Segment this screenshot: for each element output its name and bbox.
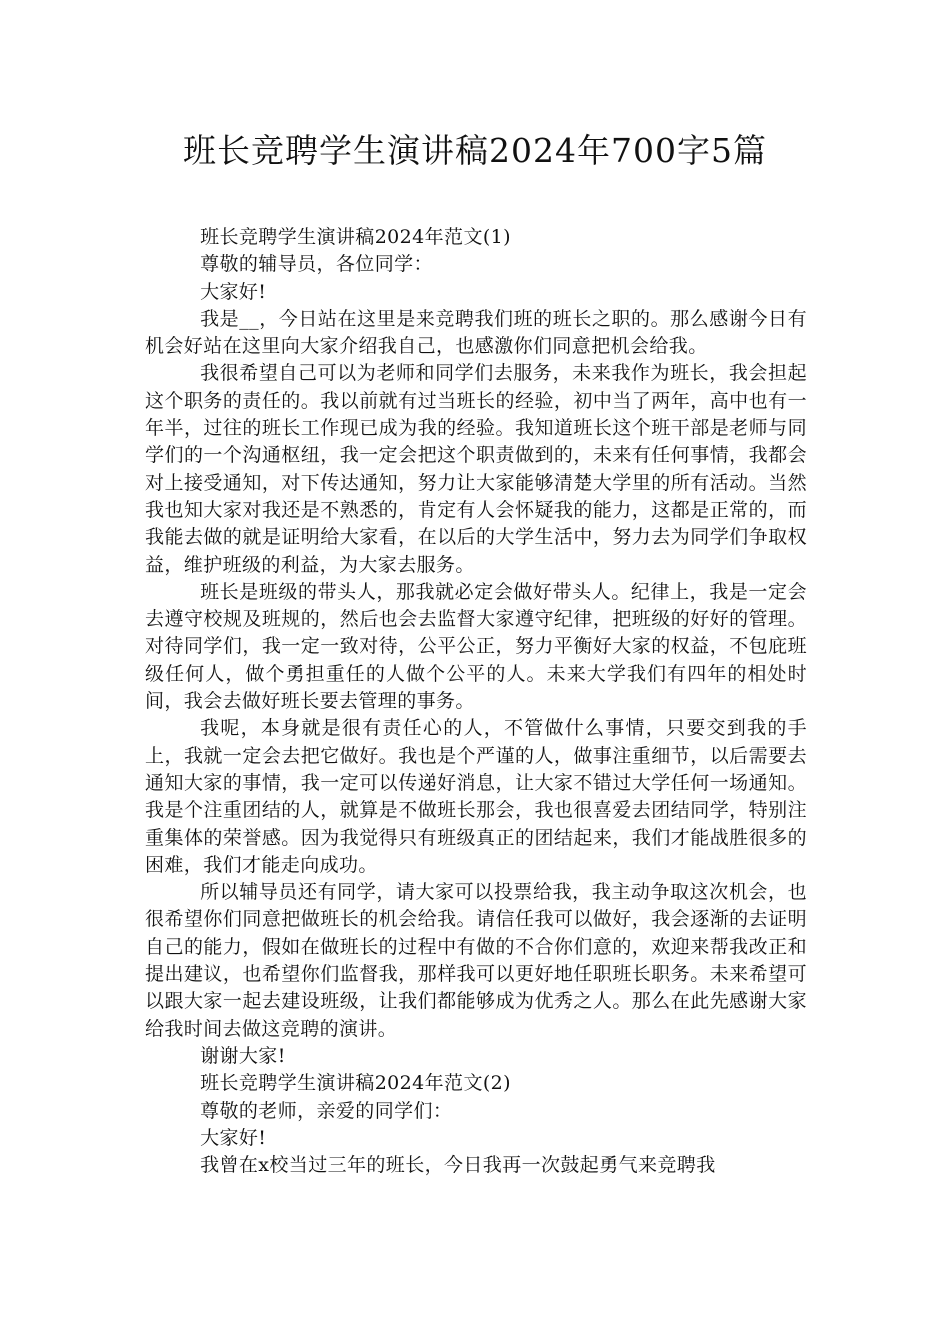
closing-thanks: 谢谢大家! bbox=[200, 1044, 286, 1067]
section-heading-2: 班长竞聘学生演讲稿2024年范文(2) bbox=[200, 1072, 511, 1095]
document-title: 班长竞聘学生演讲稿2024年700字5篇 bbox=[183, 131, 767, 170]
greeting: 大家好! bbox=[200, 1126, 267, 1149]
section-heading-1: 班长竞聘学生演讲稿2024年范文(1) bbox=[200, 226, 511, 248]
body-paragraph: 班长是班级的带头人，那我就必定会做好带头人。纪律上，我是一定会去遵守校规及班规的，然后也会去监督大家遵守纪律，把班级的好好的管理。对待同学们，我一定一致对待，公平公正，努力平衡好大家的权益，不包庇班级任何人，做个勇担重任的人做个公平的人。未来大学我们有四年的相处时间，我会去做好班长要去管理的事务。 bbox=[145, 580, 807, 713]
salutation: 尊敬的老师，亲爱的同学们： bbox=[200, 1099, 453, 1122]
salutation: 尊敬的辅导员，各位同学： bbox=[200, 253, 433, 276]
body-paragraph: 所以辅导员还有同学，请大家可以投票给我，我主动争取这次机会，也很希望你们同意把做班长的机会给我。请信任我可以做好，我会逐渐的去证明自己的能力，假如在做班长的过程中有做的不合你们意的，欢迎来帮我改正和提出建议，也希望你们监督我，那样我可以更好地任职班长职务。未来希望可以跟大家一起去建设班级，让我们都能够成为优秀之人。那么在此先感谢大家给我时间去做这竞聘的演讲。 bbox=[145, 881, 807, 1040]
body-paragraph: 我曾在x校当过三年的班长，今日我再一次鼓起勇气来竞聘我 bbox=[200, 1154, 716, 1177]
greeting: 大家好! bbox=[200, 280, 267, 303]
body-paragraph: 我很希望自己可以为老师和同学们去服务，未来我作为班长，我会担起这个职务的责任的。我以前就有过当班长的经验，初中当了两年，高中也有一年半，过往的班长工作现已成为我的经验。我知道班长这个班干部是老师与同学们的一个沟通枢纽，我一定会把这个职责做到的，未来有任何事情，我都会对上接受通知，对下传达通知，努力让大家能够清楚大学里的所有活动。当然我也知大家对我还是不熟悉的，肯定有人会怀疑我的能力，这都是正常的，而我能去做的就是证明给大家看，在以后的大学生活中，努力去为同学们争取权益，维护班级的利益，为大家去服务。 bbox=[145, 362, 807, 576]
document-body bbox=[145, 224, 807, 1179]
body-paragraph: 我呢，本身就是很有责任心的人，不管做什么事情，只要交到我的手上，我就一定会去把它做好。我也是个严谨的人，做事注重细节，以后需要去通知大家的事情，我一定可以传递好消息，让大家不错过大学任何一场通知。我是个注重团结的人，就算是不做班长那会，我也很喜爱去团结同学，特别注重集体的荣誉感。因为我觉得只有班级真正的团结起来，我们才能战胜很多的困难，我们才能走向成功。 bbox=[145, 717, 807, 876]
body-paragraph: 我是__，今日站在这里是来竞聘我们班的班长之职的。那么感谢今日有机会好站在这里向大家介绍我自己，也感激你们同意把机会给我。 bbox=[145, 307, 807, 358]
